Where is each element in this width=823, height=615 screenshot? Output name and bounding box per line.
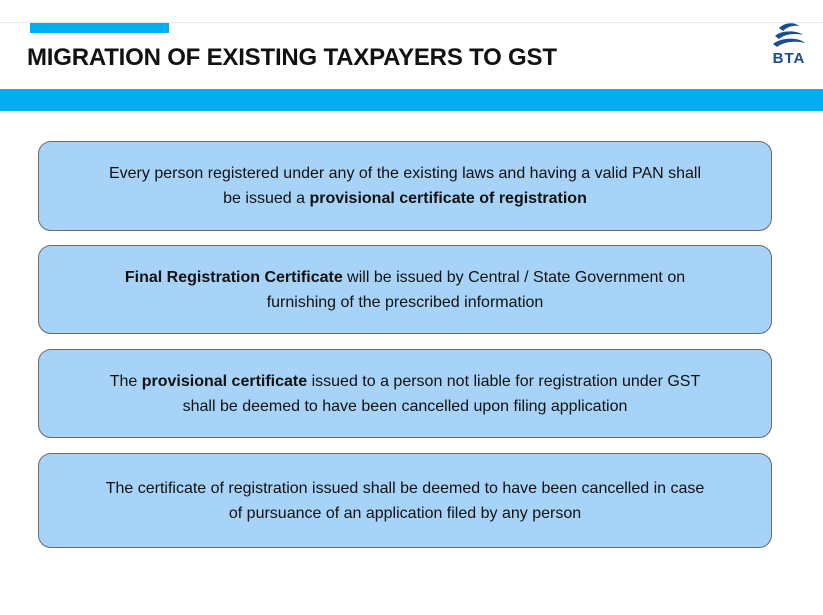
accent-tab bbox=[30, 23, 169, 33]
box-bold-text: provisional certificate bbox=[141, 372, 308, 390]
box-bold-text: provisional certificate of registration bbox=[309, 190, 587, 207]
info-box-cancellation-application bbox=[38, 453, 772, 548]
box-text-line: furnishing of the prescribed information bbox=[266, 293, 544, 311]
bta-logo-icon bbox=[761, 22, 817, 50]
box-text-line: of pursuance of an application filed by any person bbox=[228, 504, 582, 522]
info-box-text bbox=[110, 369, 701, 419]
header-band bbox=[0, 89, 823, 111]
box-text-line: shall be deemed to have been cancelled upon filing application bbox=[182, 397, 628, 415]
page-title: MIGRATION OF EXISTING TAXPAYERS TO GST bbox=[27, 44, 557, 71]
box-bold-text: Final Registration Certificate bbox=[124, 268, 343, 286]
box-text-line: The certificate of registration issued shall be deemed to have been cancelled in case bbox=[105, 479, 705, 497]
bta-logo bbox=[761, 22, 817, 68]
logo-text: BTA bbox=[772, 50, 806, 67]
box-text-segment: The bbox=[109, 372, 142, 390]
info-box-text bbox=[125, 265, 685, 315]
box-text-segment: will be issued by Central / State Government on bbox=[342, 268, 686, 286]
box-text-segment: issued to a person not liable for registration under GST bbox=[307, 372, 701, 390]
info-box-text bbox=[109, 161, 701, 211]
box-text-line: Every person registered under any of the existing laws and having a valid PAN shall bbox=[108, 165, 702, 182]
info-box-final-certificate bbox=[38, 245, 772, 334]
box-text-segment: be issued a bbox=[223, 190, 310, 207]
info-box-deemed-cancelled bbox=[38, 349, 772, 438]
info-box-provisional-issue bbox=[38, 141, 772, 231]
info-box-text bbox=[106, 476, 705, 526]
